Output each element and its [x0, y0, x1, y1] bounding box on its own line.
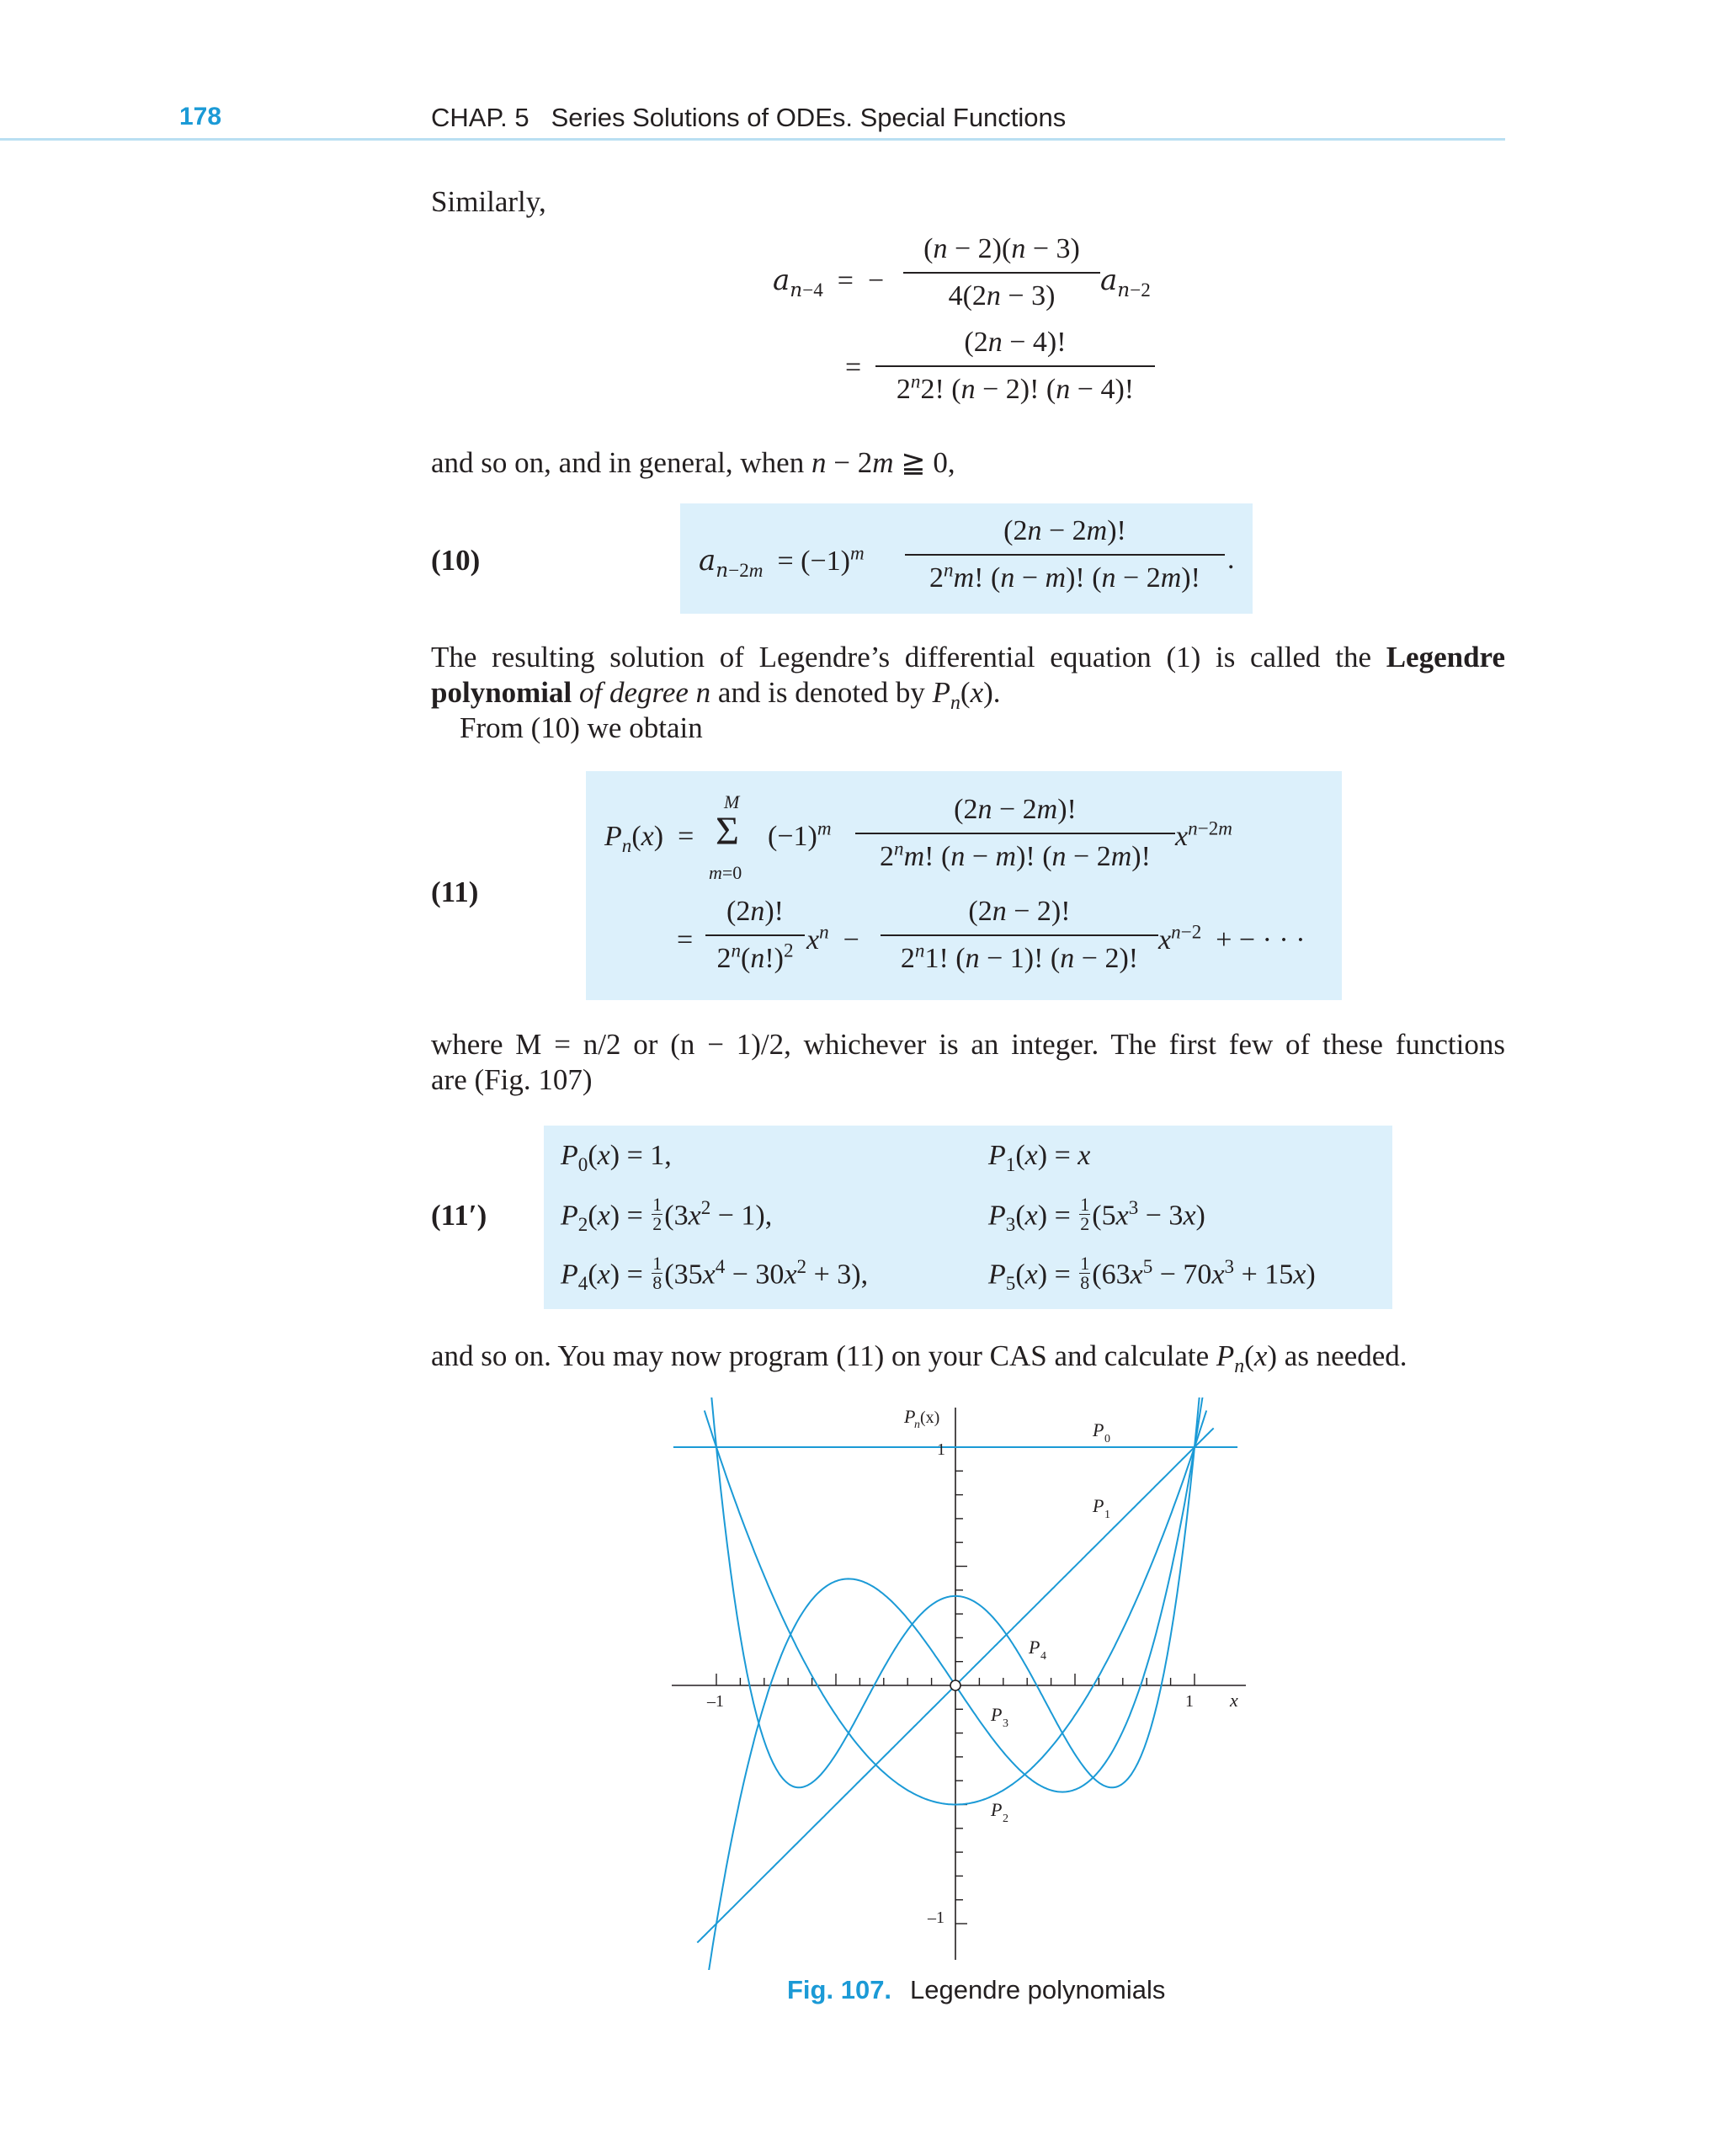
- label-P2: P: [991, 1799, 1003, 1820]
- legendre-bold: Legendre: [1386, 641, 1505, 673]
- eq11-lhs: $P_n(x)$ =: [604, 821, 694, 857]
- eq-a-n-4-frac2: (2n − 4)! 2$^n$2! (n − 2)! (n − 4)!: [875, 327, 1155, 406]
- resulting-line1: [431, 640, 1505, 675]
- of-degree-n: of degree n: [579, 676, 711, 709]
- eq-P4: $P_4(x)$ = $\frac{1}{8}$ $(35x^4 - 30x^2 + 3)$,: [561, 1253, 869, 1296]
- y-axis-label-sub: n: [914, 1419, 920, 1431]
- label-P3-index: 3: [1003, 1717, 1008, 1730]
- eq-a-n-4-lhs: $a_{n-4}$ = −: [773, 264, 885, 301]
- eq11-frac2: (2n)! $2^n(n!)^2$: [705, 896, 805, 975]
- eq-P1: $P_1(x) = x$: [988, 1140, 1091, 1176]
- resulting-line2: polynomial of degree n and is denoted by $P_n(x)$.: [431, 676, 1001, 714]
- from10-text: From (10) we obtain: [460, 711, 703, 744]
- eq-a-n-4-frac1: (n − 2)(n − 3) 4(2n − 3): [903, 233, 1100, 312]
- label-P1: P: [1093, 1495, 1104, 1516]
- denoted-words: and is denoted by: [717, 676, 925, 709]
- running-head: [431, 103, 1066, 133]
- label-P2-index: 2: [1003, 1813, 1008, 1825]
- general-text: and so on, and in general, when n − 2m ≧ 0,: [431, 446, 955, 479]
- label-P4-index: 4: [1040, 1650, 1046, 1663]
- y-axis-label-arg: (x): [920, 1408, 940, 1427]
- x-tick-label-neg: –1: [707, 1692, 724, 1711]
- eq-P2: $P_2(x)$ = $\frac{1}{2}$ $(3x^2 - 1)$,: [561, 1194, 773, 1237]
- resulting-words: The resulting solution of Legendre’s differential equation (1) is called the: [431, 641, 1372, 673]
- eq-a-n-2: $a_{n-2}$: [1100, 264, 1151, 301]
- eq11-sum-lower: m=0: [709, 862, 742, 883]
- eq-P5: $P_5(x)$ = $\frac{1}{8}$ $(63x^5 - 70x^3 + 15x)$: [988, 1253, 1316, 1296]
- eq11-label: (11): [431, 876, 479, 908]
- figure-caption-text: Legendre polynomials: [910, 1975, 1166, 2004]
- legendre-figure: [665, 1397, 1271, 1970]
- where-line1: where M = n/2 or (n − 1)/2, whichever is an integer. The first few of these functions: [431, 1028, 1505, 1061]
- eq11-xpow1: $x^{n-2m}$: [1175, 817, 1232, 852]
- chapter-title: Series Solutions of ODEs. Special Functions: [551, 103, 1067, 132]
- label-P4: P: [1029, 1637, 1040, 1658]
- eq11-frac3: (2n − 2)! 2$^n$1! (n − 1)! (n − 2)!: [881, 896, 1158, 975]
- y-tick-label-neg: –1: [928, 1908, 944, 1927]
- general-text-words: and so on, and in general, when: [431, 446, 805, 479]
- where-line2: are (Fig. 107): [431, 1063, 593, 1096]
- label-P0-index: 0: [1104, 1433, 1110, 1445]
- eq10-frac: (2n − 2m)! 2$^n$m! (n − m)! (n − 2m)!: [905, 515, 1225, 594]
- eq-equals: =: [845, 352, 862, 383]
- page-number: 178: [179, 103, 222, 130]
- polynomial-bold: polynomial: [431, 676, 572, 709]
- eq10-period: .: [1227, 544, 1235, 575]
- chapter-label: CHAP. 5: [431, 103, 529, 132]
- eq10-label: (10): [431, 544, 481, 577]
- similarly-text: Similarly,: [431, 185, 546, 218]
- program-line: and so on. You may now program (11) on your CAS and calculate $P_n(x)$ as needed.: [431, 1339, 1407, 1377]
- x-axis-label: x: [1230, 1690, 1238, 1711]
- label-P0: P: [1093, 1419, 1104, 1440]
- eq11-tail: $x^{n-2}$ + − · · ·: [1158, 921, 1306, 956]
- eq11-frac1: (2n − 2m)! 2$^n$m! (n − m)! (n − 2m)!: [855, 794, 1175, 873]
- eq11-sign-factor: $(-1)^m$: [768, 817, 832, 852]
- eq-P3: $P_3(x)$ = $\frac{1}{2}$ $(5x^3 - 3x)$: [988, 1194, 1205, 1237]
- program-words: and so on. You may now program (11) on your CAS and calculate: [431, 1339, 1210, 1372]
- eq10-lhs: $a_{n-2m} = (-1)^m$: [699, 542, 865, 582]
- eq11p-label: (11′): [431, 1199, 487, 1232]
- label-P1-index: 1: [1104, 1509, 1110, 1521]
- x-tick-label-pos: 1: [1185, 1692, 1194, 1711]
- figure-caption: [787, 1975, 1165, 2005]
- label-P3: P: [991, 1704, 1003, 1725]
- eq11-sum-upper: M: [724, 791, 740, 812]
- eq11-sum-sign: Σ: [716, 809, 739, 854]
- origin-marker: [950, 1680, 960, 1690]
- eq11-equals2: =: [677, 924, 694, 956]
- header-rule: [0, 138, 1505, 141]
- y-tick-label-pos: 1: [937, 1440, 945, 1459]
- y-axis-label-letter: P: [904, 1406, 916, 1427]
- eq-P0: $P_0(x) = 1$,: [561, 1140, 672, 1176]
- eq11-xn: $x^n$ −: [806, 921, 859, 956]
- figure-label: Fig. 107.: [787, 1975, 892, 2004]
